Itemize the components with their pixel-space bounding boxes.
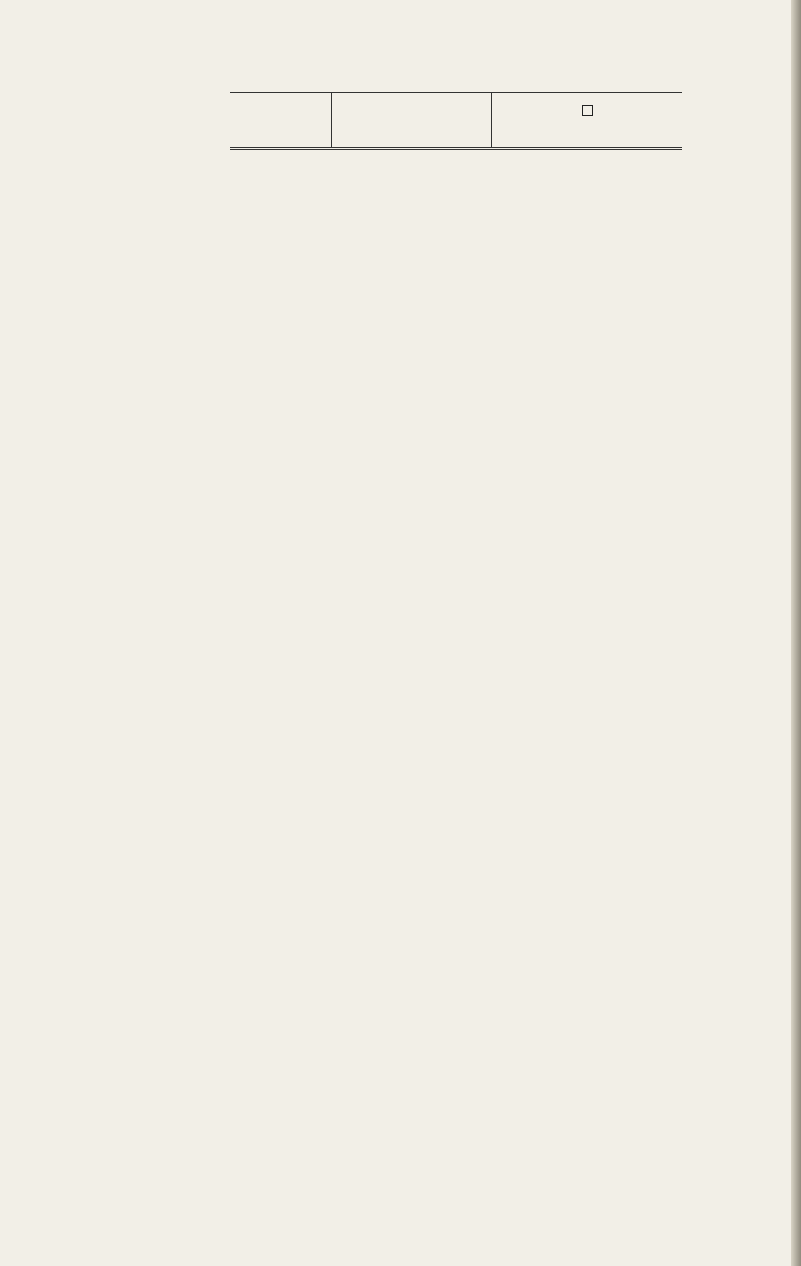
header-winddruck xyxy=(491,93,682,147)
page-edge-shadow xyxy=(791,0,801,1266)
page-header xyxy=(0,40,790,80)
beaufort-table xyxy=(230,92,682,150)
header-beaufort xyxy=(230,93,331,147)
square-icon xyxy=(582,105,593,116)
table-header-row xyxy=(230,93,682,150)
header-windgeschwindigkeit xyxy=(331,93,491,147)
